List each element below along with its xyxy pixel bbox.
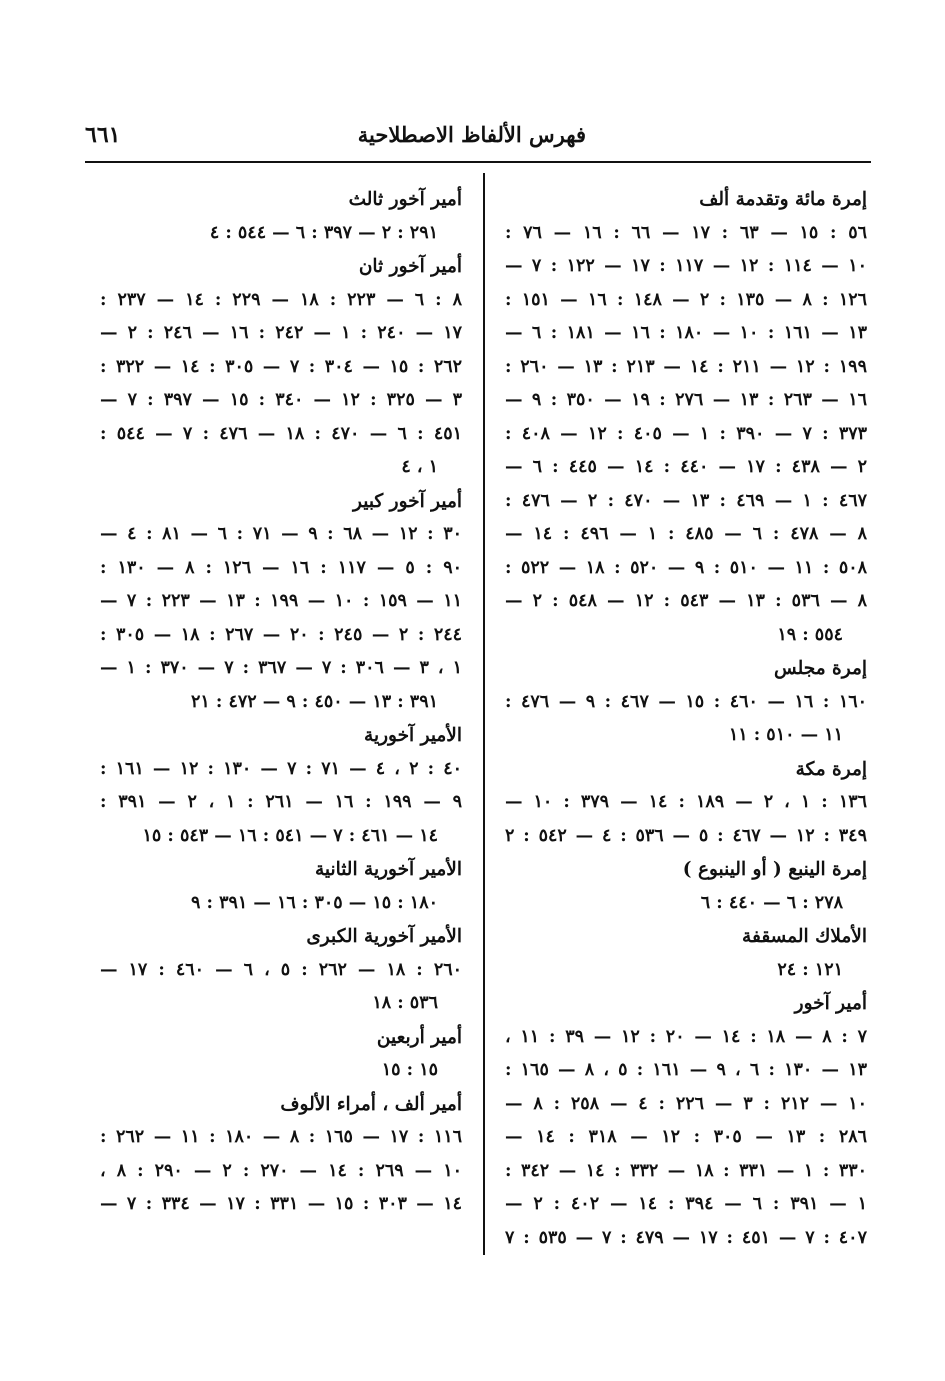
index-entry <box>505 853 867 920</box>
page-references-line: ٧ : ٨ — ١٨ : ١٤ — ٢٠ : ١٢ — ٣٩ : ١١ ، <box>505 1026 867 1047</box>
index-entry <box>100 485 462 720</box>
page-references-line: ٩ — ١٩٩ : ١٦ — ٢٦١ : ١ ، ٢ — ٣٩١ : <box>100 792 462 812</box>
header-rule <box>85 161 871 163</box>
page-references-line: ١٩٩ : ١٢ — ٢١١ : ١٤ — ٢١٣ : ١٣ — ٢٦٠ : <box>505 356 867 377</box>
index-entry <box>100 719 462 853</box>
page-references-line: ٣٧٣ : ٧ — ٣٩٠ : ١ — ٤٠٥ : ١٢ — ٤٠٨ : <box>505 423 867 444</box>
left-column <box>100 183 462 1222</box>
index-term: أمير آخور <box>794 993 867 1014</box>
index-entry <box>100 920 462 1021</box>
page-references-line: ٢٩١ : ٢ — ٣٩٧ : ٦ — ٥٤٤ : ٤ <box>209 222 438 243</box>
page-references-line: ١٣ — ١٦١ : ١٠ — ١٨٠ : ١٦ — ١٨١ : ٦ — <box>505 323 867 343</box>
index-term: أمير ألف ، أمراء الألوف <box>280 1093 462 1115</box>
index-entry <box>100 1088 462 1222</box>
page-references-line: ١٤ — ٤٦١ : ٧ — ٥٤١ : ١٦ — ٥٤٣ : ١٥ <box>142 825 438 846</box>
page-references-line: ٣٠ : ١٢ — ٦٨ : ٩ — ٧١ : ٦ — ٨١ : ٤ — <box>100 524 462 544</box>
index-term: الأمير آخورية الثانية <box>314 859 462 880</box>
page-references-line: ١١٦ : ١٧ — ١٦٥ : ٨ — ١٨٠ : ١١ — ٢٦٢ : <box>100 1127 462 1147</box>
page-references-line: ١٨٠ : ١٥ — ٣٠٥ : ١٦ — ٣٩١ : ٩ <box>191 892 438 913</box>
index-entry <box>505 753 867 854</box>
page-references-line: ١ ، ٣ — ٣٠٦ : ٧ — ٣٦٧ : ٧ — ٣٧٠ : ١ — <box>100 658 462 678</box>
page-references-line: ١٠ — ٢٦٩ : ١٤ — ٢٧٠ : ٢ — ٢٩٠ : ٨ ، <box>100 1160 462 1181</box>
page-references-line: ١٧ — ٢٤٠ : ١ — ٢٤٢ : ١٦ — ٢٤٦ : ٢ — <box>100 323 462 343</box>
page-references-line: ٥٦ : ١٥ — ٦٣ : ١٧ — ٦٦ : ١٦ — ٧٦ : <box>505 222 867 243</box>
index-term: إمرة مجلس <box>774 658 867 679</box>
running-header <box>85 118 871 154</box>
page-references-line: ١٠ — ١١٤ : ١٢ — ١١٧ : ١٧ — ١٢٢ : ٧ — <box>505 256 867 276</box>
page-references-line: ٤٠٧ : ٧ — ٤٥١ : ١٧ — ٤٧٩ : ٧ — ٥٣٥ : ٧ <box>505 1227 867 1248</box>
index-entry <box>100 1021 462 1088</box>
index-term: إمرة مائة وتقدمة ألف <box>699 189 867 210</box>
page-references-line: ٥٠٨ : ١١ — ٥١٠ : ٩ — ٥٢٠ : ١٨ — ٥٢٢ : <box>505 557 867 578</box>
page-references-line: ٢٨٦ : ١٣ — ٣٠٥ : ١٢ — ٣١٨ : ١٤ — <box>505 1127 867 1147</box>
index-entry <box>505 652 867 753</box>
page-references-line: ٣٣٠ : ١ — ٣٣١ : ١٨ — ٣٣٢ : ١٤ — ٣٤٢ : <box>505 1160 867 1181</box>
column-divider <box>483 173 485 1255</box>
index-entry <box>100 183 462 250</box>
page-references-line: ١ ، ٤ <box>401 457 438 477</box>
page-references-line: ٣٩١ : ١٣ — ٤٥٠ : ٩ — ٤٧٢ : ٢١ <box>191 691 438 712</box>
page-references-line: ٣ — ٣٢٥ : ١٢ — ٣٤٠ : ١٥ — ٣٩٧ : ٧ — <box>100 390 462 410</box>
index-term: الأمير آخورية الكبرى <box>306 926 462 947</box>
page-references-line: ١٦ — ٢٦٣ : ١٣ — ٢٧٦ : ١٩ — ٣٥٠ : ٩ — <box>505 390 867 410</box>
index-term: الأملاك المسقفة <box>742 926 867 947</box>
index-entry <box>100 853 462 920</box>
index-entry <box>505 987 867 1255</box>
page-references-line: ٢٤٤ : ٢ — ٢٤٥ : ٢٠ — ٢٦٧ : ١٨ — ٣٠٥ : <box>100 624 462 645</box>
page-references-line: ١٢٦ : ٨ — ١٣٥ : ٢ — ١٤٨ : ١٦ — ١٥١ : <box>505 289 867 310</box>
page-references-line: ١١ — ١٥٩ : ١٠ — ١٩٩ : ١٣ — ٢٢٣ : ٧ — <box>100 591 462 611</box>
page-references-line: ٣٤٩ : ١٢ — ٤٦٧ : ٥ — ٥٣٦ : ٤ — ٥٤٢ : ٢ <box>505 825 867 846</box>
page-references-line: ٨ — ٤٧٨ : ٦ — ٤٨٥ : ١ — ٤٩٦ : ١٤ — <box>505 524 867 544</box>
index-term: إمرة الينبع ( أو الينبوع ) <box>682 859 867 880</box>
index-entry <box>100 250 462 485</box>
index-term: إمرة مكة <box>795 758 867 780</box>
page-references-line: ٢ — ٤٣٨ : ١٧ — ٤٤٠ : ١٤ — ٤٤٥ : ٦ — <box>505 457 867 477</box>
page-references-line: ١٦٠ : ١٦ — ٤٦٠ : ١٥ — ٤٦٧ : ٩ — ٤٧٦ : <box>505 691 867 712</box>
index-term: الأمير آخورية <box>364 725 462 746</box>
page-references-line: ٤٠ : ٢ ، ٤ — ٧١ : ٧ — ١٣٠ : ١٢ — ١٦١ : <box>100 758 462 779</box>
right-column <box>505 183 867 1255</box>
index-term: أمير آخور ثالث <box>348 189 462 210</box>
index-term: أمير أربعين <box>376 1026 462 1048</box>
page-references-line: ٢٧٨ : ٦ — ٤٤٠ : ٦ <box>700 892 843 913</box>
page-references-line: ١١ — ٥١٠ : ١١ <box>728 725 843 745</box>
page-references-line: ٢٦٢ : ١٥ — ٣٠٤ : ٧ — ٣٠٥ : ١٤ — ٣٢٢ : <box>100 356 462 377</box>
index-term: أمير آخور ثان <box>358 256 462 277</box>
page-references-line: ١ — ٣٩١ : ٦ — ٣٩٤ : ١٤ — ٤٠٢ : ٢ — <box>505 1194 867 1214</box>
index-entry <box>505 920 867 987</box>
page-references-line: ١٣٦ : ١ ، ٢ — ١٨٩ : ١٤ — ٣٧٩ : ١٠ — <box>505 792 867 812</box>
page-references-line: ١٤ — ٣٠٣ : ١٥ — ٣٣١ : ١٧ — ٣٣٤ : ٧ — <box>100 1194 462 1214</box>
page-references-line: ٢٦٠ : ١٨ — ٢٦٢ : ٥ ، ٦ — ٤٦٠ : ١٧ — <box>100 959 462 980</box>
page-references-line: ٥٣٦ : ١٨ <box>372 993 438 1013</box>
page-title: فهرس الألفاظ الاصطلاحية <box>357 122 586 147</box>
page-references-line: ٨ : ٦ — ٢٢٣ : ١٨ — ٢٢٩ : ١٤ — ٢٣٧ : <box>100 289 462 310</box>
index-term: أمير آخور كبير <box>353 490 462 512</box>
page-references-line: ٨ — ٥٣٦ : ١٣ — ٥٤٣ : ١٢ — ٥٤٨ : ٢ — <box>505 591 867 611</box>
page-references-line: ٤٥١ : ٦ — ٤٧٠ : ١٨ — ٤٧٦ : ٧ — ٥٤٤ : <box>100 423 462 444</box>
page-references-line: ١٣ — ١٣٠ : ٦ ، ٩ — ١٦١ : ٥ ، ٨ — ١٦٥ : <box>505 1060 867 1080</box>
page-references-line: ١٢١ : ٢٤ <box>777 959 843 980</box>
page-references-line: ١٥ : ١٥ <box>381 1060 438 1080</box>
page-references-line: ٤٦٧ : ١ — ٤٦٩ : ١٣ — ٤٧٠ : ٢ — ٤٧٦ : <box>505 490 867 511</box>
page-references-line: ٩٠ : ٥ — ١١٧ : ١٦ — ١٢٦ : ٨ — ١٣٠ : <box>100 557 462 578</box>
page-number: ٦٦١ <box>85 122 121 148</box>
index-entry <box>505 183 867 652</box>
page-references-line: ٥٥٤ : ١٩ <box>777 624 843 645</box>
page-references-line: ١٠ — ٢١٢ : ٣ — ٢٢٦ : ٤ — ٢٥٨ : ٨ — <box>505 1093 867 1114</box>
